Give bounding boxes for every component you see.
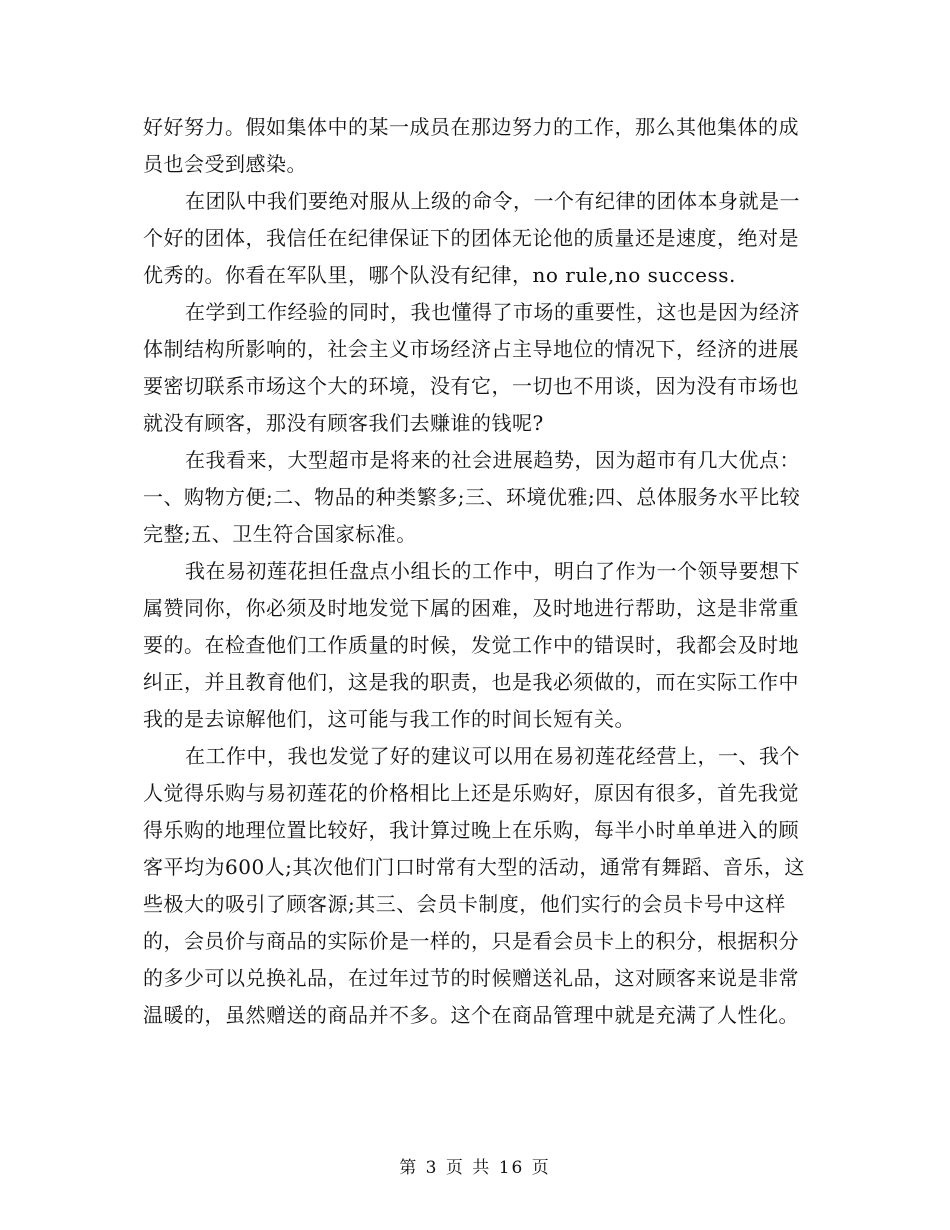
paragraph-2: 在团队中我们要绝对服从上级的命令，一个有纪律的团体本身就是一个好的团体，我信任在纪律保证下的团体无论他的质量还是速度，绝对是优秀的。你看在军队里，哪个队没有纪律，no rule,no success.	[143, 189, 800, 287]
paragraph-1: 好好努力。假如集体中的某一成员在那边努力的工作，那么其他集体的成员也会受到感染。	[143, 115, 799, 176]
document-body	[143, 109, 805, 1034]
paragraph-3: 在学到工作经验的同时，我也懂得了市场的重要性，这也是因为经济体制结构所影响的，社会主义市场经济占主导地位的情况下，经济的进展要密切联系市场这个大的环境，没有它，一切也不用谈，因为没有市场也就没有顾客，那没有顾客我们去赚谁的钱呢?	[143, 300, 800, 435]
paragraph-6: 在工作中，我也发觉了好的建议可以用在易初莲花经营上，一、我个人觉得乐购与易初莲花的价格相比上还是乐购好，原因有很多，首先我觉得乐购的地理位置比较好，我计算过晚上在乐购，每半小时单单进入的顾客平均为600人;其次他们门口时常有大型的活动，通常有舞蹈、音乐，这些极大的吸引了顾客源;其三、会员卡制度，他们实行的会员卡号中这样的，会员价与商品的实际价是一样的，只是看会员卡上的积分，根据积分的多少可以兑换礼品，在过年过节的时候赠送礼品，这对顾客来说是非常温暖的，虽然赠送的商品并不多。这个在商品管理中就是充满了人性化。	[143, 744, 805, 1027]
paragraph-5: 我在易初莲花担任盘点小组长的工作中，明白了作为一个领导要想下属赞同你，你必须及时地发觉下属的困难，及时地进行帮助，这是非常重要的。在检查他们工作质量的时候，发觉工作中的错误时，我都会及时地纠正，并且教育他们，这是我的职责，也是我必须做的，而在实际工作中我的是去谅解他们，这可能与我工作的时间长短有关。	[143, 559, 800, 731]
paragraph-4: 在我看来，大型超市是将来的社会进展趋势，因为超市有几大优点：一、购物方便;二、物品的种类繁多;三、环境优雅;四、总体服务水平比较完整;五、卫生符合国家标准。	[143, 448, 801, 546]
page-number-footer: 第 3 页 共 16 页	[399, 1158, 551, 1178]
